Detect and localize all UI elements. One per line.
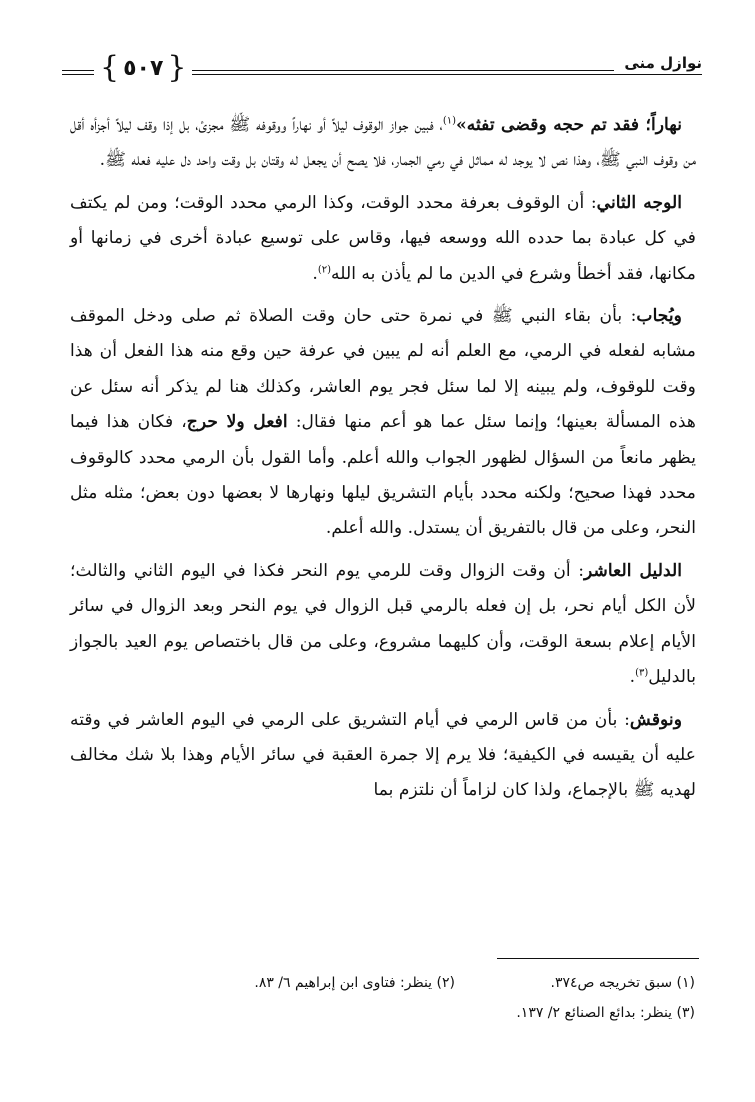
page-number: ٥٠٧ [123, 55, 164, 81]
paragraph-2 [70, 186, 696, 292]
paragraph-5 [70, 703, 696, 809]
footnote-ref-3[interactable]: (٣) [635, 667, 649, 679]
footnote-divider [497, 958, 699, 959]
paragraph-text: . [312, 263, 318, 284]
paragraph-text: : بأن بقاء النبي ﷺ في نمرة حتى حان وقت الصلاة ثم صلى ودخل الموقف مشابه لفعله في الرمي، مع العلم أنه لم يبين في عرفة حين وقع منه هذا الفعل أن هذا وقت للوقوف، ولم يبينه إلا لما سئل فجر يوم العاشر، وكذلك هنا لم يذكر أنه سئل عن هذه المسألة بعينها؛ وإنما سئل عما هو أعم منها فقال: [70, 306, 696, 433]
paragraph-text: : بأن من قاس الرمي في أيام التشريق على الرمي في اليوم العاشر في وقته عليه أن يقيسه في الكيفية؛ فلا يرم إلا جمرة العقبة في سائر الأيام وهذا بلا شك مخالف لهديه ﷺ بالإجماع، ولذا كان لزاماً أن نلتزم بما [70, 709, 696, 801]
footnote-ref-2[interactable]: (٢) [317, 263, 332, 275]
footnote-row [67, 968, 695, 998]
section-heading: ونوقش [629, 709, 682, 730]
paragraph-text: : أن وقت الزوال وقت للرمي يوم النحر فكذا في اليوم الثاني والثالث؛ لأن الكل أيام نحر، بل إن فعله بالرمي قبل الزوال في يوم النحر وبعد الزوال في سائر الأيام إعلام بسعة الوقت، وأن كليهما مشروع، وعلى من قال باختصاص يوم العيد بالجواز بالدليل [70, 560, 696, 688]
section-heading: الوجه الثاني [596, 192, 682, 213]
hadith-quote: نهاراً؛ فقد تم حجه وقضى تفثه» [456, 115, 682, 135]
brace-right-ornament: } [167, 50, 187, 85]
footnote-3: (٣) ينظر: بدائع الصنائع ٢/ ١٣٧. [516, 1005, 695, 1021]
main-text [70, 108, 696, 809]
footnote-row [67, 998, 695, 1028]
paragraph-text: : أن الوقوف بعرفة محدد الوقت، وكذا الرمي محدد الوقت؛ ومن لم يكتف في كل عبادة بما حدده الله ووسعه فيها، وقاس على توسيع عبادة أخرى في زمانها أو مكانها، فقد أخطأ وشرع في الدين ما لم يأذن به الله [70, 192, 696, 284]
footnote-1: (١) سبق تخريجه ص٣٧٤. [550, 975, 695, 991]
section-heading: ويُجاب [636, 306, 682, 327]
chapter-title: نوازل منى [614, 54, 702, 72]
paragraph-4 [70, 554, 696, 696]
page-number-box [94, 50, 192, 86]
hadith-quote: افعل ولا حرج [186, 412, 288, 433]
paragraph-text: . [629, 667, 636, 688]
footnotes [67, 968, 695, 1028]
running-header [62, 48, 702, 92]
paragraph-text: ، فكان هذا فيما يظهر مانعاً من السؤال لظهور الجواب والله أعلم. وأما القول بأن الرمي محدد كالوقوف محدد فهذا صحيح؛ ولكنه محدد بأيام التشريق ليلها ونهارها لا بعضها دون بعض؛ مثله مثل النحر، وعلى من قال بالتفريق أن يستدل. والله أعلم. [70, 412, 696, 539]
paragraph-1 [70, 108, 696, 179]
brace-left-ornament: { [100, 50, 120, 85]
paragraph-3 [70, 299, 696, 547]
footnote-ref-1[interactable]: (١) [442, 115, 457, 127]
footnote-2: (٢) ينظر: فتاوى ابن إبراهيم ٦/ ٨٣. [254, 975, 455, 991]
paragraph-text: ، فبين جواز الوقوف ليلاً أو نهاراً ووقوفه ﷺ مجزئ، بل إذا وقف ليلاً أجزأه أقل من وقوف النبي ﷺ، وهذا نص لا يوجد له مماثل في رمي الجمار، فلا يصح أن يجعل له وقتان بل وقت واحد دل عليه فعله ﷺ. [70, 115, 696, 171]
section-heading: الدليل العاشر [584, 560, 682, 581]
